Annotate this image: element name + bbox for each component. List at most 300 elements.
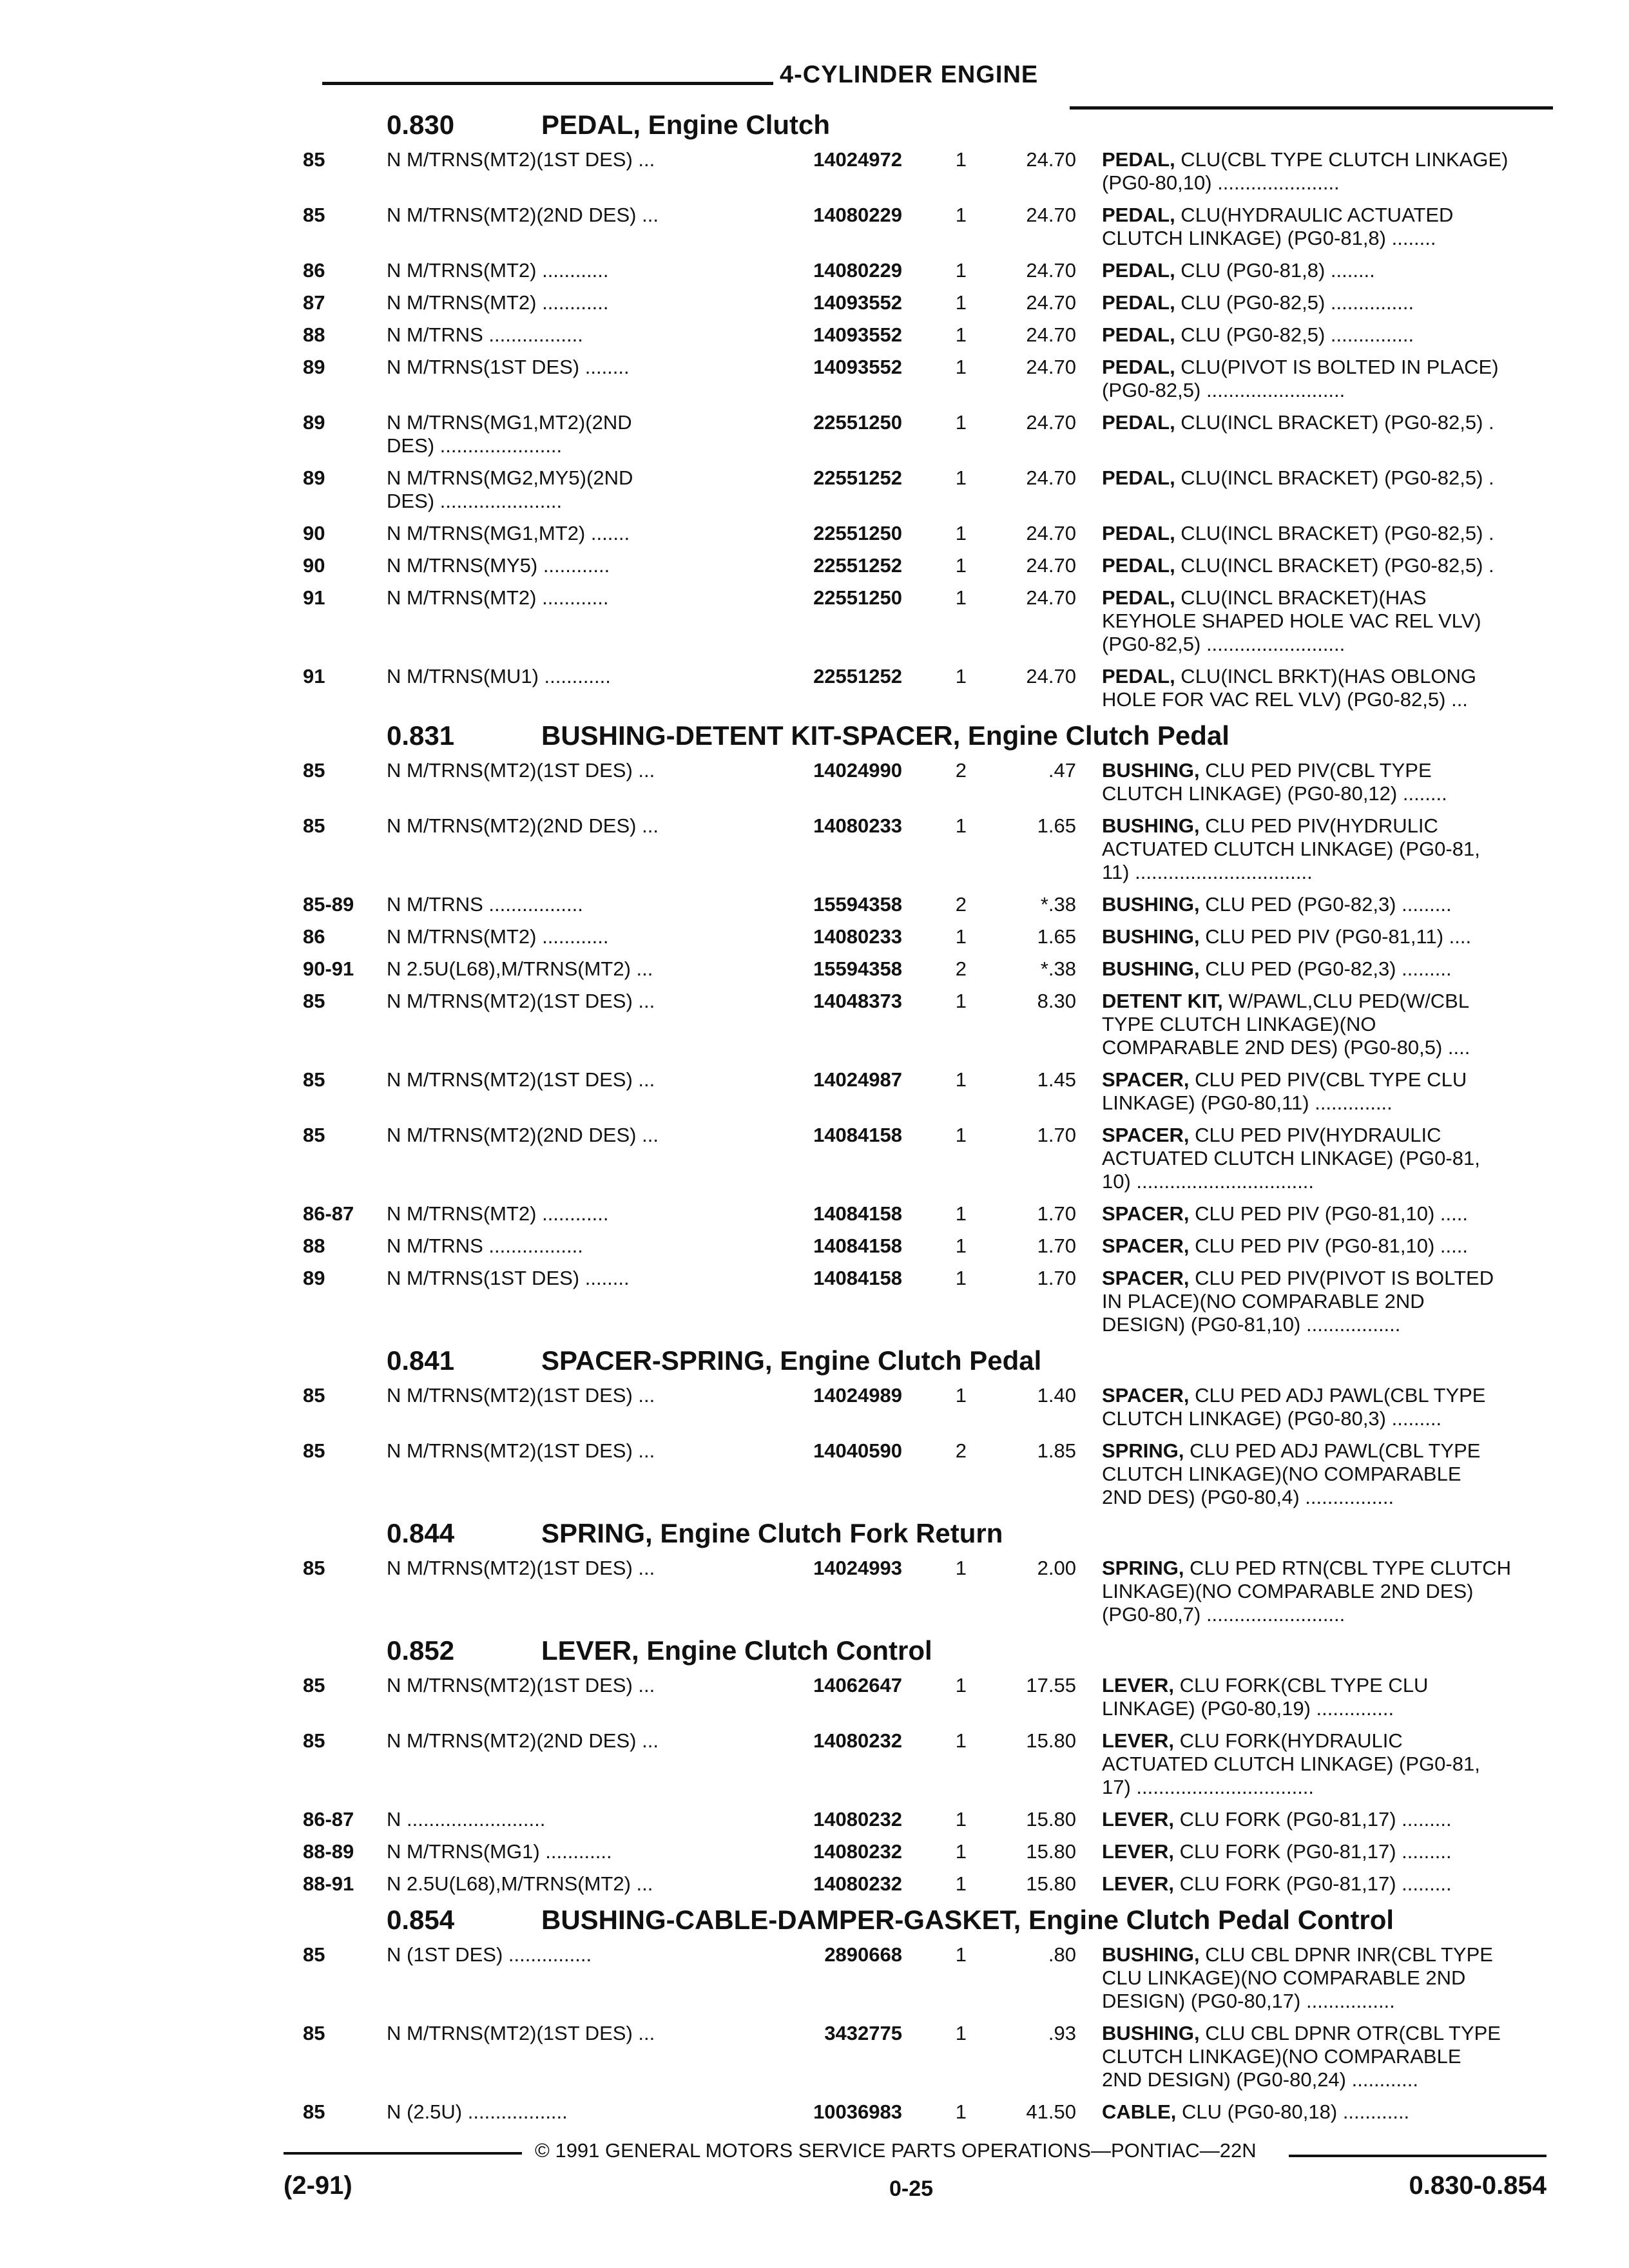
price: 1.45 [1037,1068,1076,1091]
section-number: 0.844 [387,1518,455,1548]
price: 24.70 [1026,522,1076,544]
catalog-section [303,1635,1547,1896]
application-desc: N M/TRNS(MT2)(1ST DES) ... [387,990,655,1012]
part-remarks [1076,1235,1547,1258]
part-row [303,1202,1547,1225]
model-years: 85 [303,1068,325,1091]
part-detail: CLU PED PIV(PIVOT IS BOLTED IN PLACE)(NO COMPARABLE 2ND DESIGN) (PG0-81,10) ................. [1102,1267,1494,1336]
quantity: 1 [955,586,967,609]
part-number: 14062647 [813,1674,902,1696]
part-number: 14024993 [813,1557,902,1579]
part-detail: CLU(CBL TYPE CLUTCH LINKAGE) (PG0-80,10) ...................... [1102,148,1509,194]
model-years: 90 [303,554,325,577]
part-number: 14084158 [813,1235,902,1257]
model-years: 88-89 [303,1840,354,1863]
price: *.38 [1040,893,1076,916]
part-remarks [1076,665,1547,711]
price: .93 [1048,2022,1076,2044]
part-remarks [1076,1943,1547,2013]
part-name: PEDAL, [1102,148,1175,171]
price: 24.70 [1026,259,1076,282]
part-number: 14080229 [813,259,902,282]
application-desc: N M/TRNS(MT2)(1ST DES) ... [387,1384,655,1407]
model-years: 86-87 [303,1202,354,1225]
price: 24.70 [1026,356,1076,378]
quantity: 1 [955,1267,967,1289]
part-name: LEVER, [1102,1729,1174,1752]
quantity: 1 [955,2100,967,2123]
model-years: 86 [303,925,325,948]
model-years: 90 [303,522,325,544]
part-detail: CLU FORK(HYDRAULIC ACTUATED CLUTCH LINKAGE) (PG0-81, 17) ................................ [1102,1729,1480,1798]
part-remarks [1076,1557,1547,1626]
part-name: LEVER, [1102,1808,1174,1831]
price: 1.70 [1037,1124,1076,1146]
part-remarks [1076,957,1547,981]
application-desc: N ......................... [387,1808,546,1831]
catalog-section [303,720,1547,1336]
application-desc: N M/TRNS(MT2) ............ [387,1202,609,1225]
price: 24.70 [1026,411,1076,434]
part-row [303,259,1547,282]
page-header [322,61,1553,113]
part-remarks [1076,814,1547,884]
part-row [303,759,1547,805]
price: 24.70 [1026,204,1076,226]
part-number: 22551250 [813,586,902,609]
part-remarks [1076,990,1547,1059]
catalog-section [303,110,1547,711]
part-row [303,522,1547,545]
part-name: LEVER, [1102,1840,1174,1863]
application-desc: N M/TRNS(MT2)(1ST DES) ... [387,1439,655,1462]
part-row [303,665,1547,711]
part-name: CABLE, [1102,2100,1177,2123]
part-remarks [1076,522,1547,545]
quantity: 1 [955,1235,967,1257]
section-heading [303,110,1547,148]
part-row [303,466,1547,513]
application-desc: N 2.5U(L68),M/TRNS(MT2) ... [387,1872,653,1895]
part-number: 14040590 [813,1439,902,1462]
part-name: BUSHING, [1102,957,1200,980]
part-number: 3432775 [824,2022,902,2044]
part-detail: CLU PED PIV(HYDRAULIC ACTUATED CLUTCH LINKAGE) (PG0-81, 10) ................................ [1102,1124,1480,1193]
price: 2.00 [1037,1557,1076,1579]
quantity: 1 [955,1729,967,1752]
part-remarks [1076,291,1547,314]
application-desc: N M/TRNS ................. [387,1235,583,1257]
quantity: 1 [955,925,967,948]
part-remarks [1076,2022,1547,2091]
part-detail: CLU PED ADJ PAWL(CBL TYPE CLUTCH LINKAGE) (PG0-80,3) ......... [1102,1384,1486,1430]
part-remarks [1076,1202,1547,1225]
part-name: BUSHING, [1102,814,1200,837]
quantity: 1 [955,522,967,544]
part-row [303,1124,1547,1193]
application-desc: N (1ST DES) ............... [387,1943,592,1966]
part-number: 14048373 [813,990,902,1012]
part-name: SPRING, [1102,1557,1184,1579]
part-remarks [1076,1674,1547,1720]
application-desc: N M/TRNS(MG1) ............ [387,1840,612,1863]
part-detail: CLU(INCL BRKT)(HAS OBLONG HOLE FOR VAC REL VLV) (PG0-82,5) ... [1102,665,1477,711]
part-remarks [1076,1729,1547,1799]
part-detail: CLU FORK (PG0-81,17) ......... [1173,1872,1452,1895]
part-name: SPACER, [1102,1202,1190,1225]
quantity: 1 [955,291,967,314]
model-years: 90-91 [303,957,354,980]
part-name: SPACER, [1102,1124,1190,1146]
part-detail: W/PAWL,CLU PED(W/CBL TYPE CLUTCH LINKAGE)(NO COMPARABLE 2ND DES) (PG0-80,5) .... [1102,990,1470,1059]
section-heading [303,1635,1547,1674]
price: 24.70 [1026,291,1076,314]
part-remarks [1076,1124,1547,1193]
model-years: 88-91 [303,1872,354,1895]
quantity: 1 [955,148,967,171]
part-detail: CLU PED PIV (PG0-81,10) ..... [1189,1202,1468,1225]
part-number: 2890668 [824,1943,902,1966]
section-number: 0.852 [387,1635,455,1666]
section-number: 0.831 [387,720,455,751]
price: 24.70 [1026,586,1076,609]
part-number: 14084158 [813,1202,902,1225]
quantity: 1 [955,665,967,687]
part-row [303,1840,1547,1863]
part-row [303,291,1547,314]
part-detail: CLU(INCL BRACKET) (PG0-82,5) . [1175,554,1494,577]
part-detail: CLU (PG0-81,8) ........ [1175,259,1375,282]
part-number: 14084158 [813,1267,902,1289]
part-row [303,356,1547,402]
part-row [303,554,1547,577]
part-row [303,1872,1547,1896]
part-row [303,411,1547,457]
part-row [303,1943,1547,2013]
price: 24.70 [1026,466,1076,489]
application-desc: N M/TRNS(MT2) ............ [387,291,609,314]
part-name: PEDAL, [1102,204,1175,226]
part-name: PEDAL, [1102,665,1175,687]
price: 24.70 [1026,554,1076,577]
footer-rule-right [1289,2155,1547,2157]
part-name: LEVER, [1102,1674,1174,1696]
part-number: 14024989 [813,1384,902,1407]
part-row [303,1068,1547,1115]
section-heading [303,1345,1547,1384]
quantity: 1 [955,204,967,226]
application-desc: N M/TRNS(MT2) ............ [387,925,609,948]
part-remarks [1076,759,1547,805]
part-row [303,1674,1547,1720]
part-row [303,323,1547,347]
model-years: 86 [303,259,325,282]
model-years: 91 [303,665,325,687]
page-footer [284,2133,1547,2229]
model-years: 85 [303,2100,325,2123]
part-number: 22551252 [813,554,902,577]
page-title: 4-CYLINDER ENGINE [780,61,1039,88]
part-remarks [1076,893,1547,916]
part-detail: CLU FORK(CBL TYPE CLU LINKAGE) (PG0-80,19) .............. [1102,1674,1429,1720]
part-number: 14080233 [813,925,902,948]
part-name: BUSHING, [1102,2022,1200,2044]
part-row [303,1384,1547,1430]
part-name: BUSHING, [1102,1943,1200,1966]
quantity: 1 [955,990,967,1012]
application-desc: N M/TRNS(MT2)(2ND DES) ... [387,1124,659,1146]
model-years: 89 [303,356,325,378]
part-detail: CLU FORK (PG0-81,17) ......... [1173,1808,1452,1831]
part-detail: CLU PED PIV(HYDRULIC ACTUATED CLUTCH LINKAGE) (PG0-81, 11) ................................ [1102,814,1480,883]
model-years: 89 [303,411,325,434]
price: 15.80 [1026,1729,1076,1752]
part-name: SPACER, [1102,1384,1190,1407]
section-number: 0.830 [387,110,455,140]
quantity: 1 [955,1808,967,1831]
part-row [303,1557,1547,1626]
part-remarks [1076,1384,1547,1430]
price: 1.65 [1037,814,1076,837]
model-years: 85 [303,204,325,226]
section-title: SPRING, Engine Clutch Fork Return [541,1518,1003,1548]
model-years: 85-89 [303,893,354,916]
revision-date: (2-91) [284,2171,352,2200]
part-name: DETENT KIT, [1102,990,1223,1012]
part-number: 14080232 [813,1729,902,1752]
part-name: BUSHING, [1102,893,1200,916]
part-number: 14024987 [813,1068,902,1091]
part-row [303,893,1547,916]
application-desc: N M/TRNS(MT2) ............ [387,586,609,609]
application-desc: N M/TRNS ................. [387,893,583,916]
part-row [303,148,1547,195]
part-detail: CLU CBL DPNR INR(CBL TYPE CLU LINKAGE)(NO COMPARABLE 2ND DESIGN) (PG0-80,17) ................ [1102,1943,1493,2012]
section-title: LEVER, Engine Clutch Control [541,1635,932,1666]
part-number: 22551252 [813,665,902,687]
part-detail: CLU PED (PG0-82,3) ......... [1199,957,1452,980]
quantity: 1 [955,1840,967,1863]
model-years: 89 [303,466,325,489]
part-remarks [1076,1068,1547,1115]
application-desc: N M/TRNS(MG1,MT2) ....... [387,522,630,544]
part-name: PEDAL, [1102,554,1175,577]
header-rule-left [322,82,773,85]
part-detail: CLU PED PIV(CBL TYPE CLUTCH LINKAGE) (PG0-80,12) ........ [1102,759,1447,805]
section-number: 0.841 [387,1345,455,1376]
footer-rule-left [284,2152,522,2155]
quantity: 1 [955,1674,967,1696]
quantity: 1 [955,1943,967,1966]
catalog-section [303,1345,1547,1509]
application-desc: N M/TRNS ................. [387,323,583,346]
section-heading [303,1905,1547,1943]
price: 24.70 [1026,323,1076,346]
part-remarks [1076,411,1547,434]
part-number: 14093552 [813,356,902,378]
part-number: 15594358 [813,893,902,916]
application-desc: N M/TRNS(MT2)(2ND DES) ... [387,814,659,837]
part-number: 14080232 [813,1808,902,1831]
part-name: PEDAL, [1102,291,1175,314]
part-detail: CLU PED PIV (PG0-81,11) .... [1199,925,1472,948]
quantity: 1 [955,356,967,378]
model-years: 88 [303,1235,325,1257]
part-number: 14080229 [813,204,902,226]
part-remarks [1076,323,1547,347]
part-number: 22551252 [813,466,902,489]
part-detail: CLU PED PIV(CBL TYPE CLU LINKAGE) (PG0-80,11) .............. [1102,1068,1467,1114]
price: *.38 [1040,957,1076,980]
part-number: 22551250 [813,411,902,434]
application-desc: N M/TRNS(MG2,MY5)(2ND DES) ...................... [387,466,633,512]
part-detail: CLU PED ADJ PAWL(CBL TYPE CLUTCH LINKAGE)(NO COMPARABLE 2ND DES) (PG0-80,4) ................ [1102,1439,1481,1508]
part-detail: CLU(INCL BRACKET) (PG0-82,5) . [1175,411,1494,434]
quantity: 1 [955,466,967,489]
quantity: 1 [955,1384,967,1407]
part-number: 14093552 [813,323,902,346]
part-remarks [1076,1840,1547,1863]
part-detail: CLU(INCL BRACKET) (PG0-82,5) . [1175,522,1494,544]
application-desc: N M/TRNS(MT2)(1ST DES) ... [387,1674,655,1696]
part-row [303,2022,1547,2091]
model-years: 85 [303,1729,325,1752]
part-remarks [1076,554,1547,577]
part-name: PEDAL, [1102,522,1175,544]
copyright-notice: © 1991 GENERAL MOTORS SERVICE PARTS OPERATIONS—PONTIAC—22N [535,2139,1257,2162]
price: 8.30 [1037,990,1076,1012]
section-heading [303,720,1547,759]
application-desc: N M/TRNS(MU1) ............ [387,665,611,687]
part-name: SPACER, [1102,1235,1190,1257]
part-remarks [1076,259,1547,282]
part-name: BUSHING, [1102,925,1200,948]
part-remarks [1076,356,1547,402]
part-row [303,2100,1547,2124]
part-name: PEDAL, [1102,259,1175,282]
part-number: 14093552 [813,291,902,314]
part-name: PEDAL, [1102,323,1175,346]
application-desc: N M/TRNS(MT2)(2ND DES) ... [387,204,659,226]
quantity: 1 [955,1068,967,1091]
part-remarks [1076,204,1547,250]
model-years: 85 [303,1384,325,1407]
part-number: 14024972 [813,148,902,171]
part-detail: CLU (PG0-80,18) ............ [1176,2100,1410,2123]
price: 24.70 [1026,665,1076,687]
application-desc: N M/TRNS(MT2)(1ST DES) ... [387,1068,655,1091]
part-remarks [1076,1267,1547,1336]
part-row [303,1235,1547,1258]
section-title: BUSHING-CABLE-DAMPER-GASKET, Engine Clutch Pedal Control [541,1905,1394,1935]
quantity: 2 [955,1439,967,1462]
part-detail: CLU PED RTN(CBL TYPE CLUTCH LINKAGE)(NO COMPARABLE 2ND DES) (PG0-80,7) ......................... [1102,1557,1512,1626]
model-years: 85 [303,814,325,837]
quantity: 1 [955,1872,967,1895]
application-desc: N M/TRNS(MT2)(1ST DES) ... [387,1557,655,1579]
part-number: 14080232 [813,1872,902,1895]
model-years: 85 [303,1943,325,1966]
part-remarks [1076,1439,1547,1509]
application-desc: N M/TRNS(MT2)(2ND DES) ... [387,1729,659,1752]
part-name: PEDAL, [1102,586,1175,609]
part-number: 22551250 [813,522,902,544]
part-detail: CLU(INCL BRACKET) (PG0-82,5) . [1175,466,1494,489]
quantity: 1 [955,1202,967,1225]
part-name: SPACER, [1102,1068,1190,1091]
section-title: SPACER-SPRING, Engine Clutch Pedal [541,1345,1042,1376]
part-row [303,1267,1547,1336]
price: 1.70 [1037,1235,1076,1257]
part-row [303,586,1547,656]
part-remarks [1076,148,1547,195]
part-name: LEVER, [1102,1872,1174,1895]
part-row [303,1729,1547,1799]
application-desc: N M/TRNS(1ST DES) ........ [387,1267,630,1289]
model-years: 85 [303,1124,325,1146]
section-title: BUSHING-DETENT KIT-SPACER, Engine Clutch Pedal [541,720,1229,751]
part-name: PEDAL, [1102,411,1175,434]
part-detail: CLU(HYDRAULIC ACTUATED CLUTCH LINKAGE) (PG0-81,8) ........ [1102,204,1454,249]
quantity: 2 [955,893,967,916]
part-detail: CLU FORK (PG0-81,17) ......... [1173,1840,1452,1863]
quantity: 1 [955,2022,967,2044]
section-number: 0.854 [387,1905,455,1935]
section-range: 0.830-0.854 [1409,2171,1547,2200]
model-years: 85 [303,990,325,1012]
model-years: 85 [303,1439,325,1462]
model-years: 87 [303,291,325,314]
application-desc: N M/TRNS(MT2)(1ST DES) ... [387,148,655,171]
part-detail: CLU (PG0-82,5) ............... [1175,323,1414,346]
quantity: 1 [955,814,967,837]
model-years: 85 [303,148,325,171]
part-remarks [1076,1872,1547,1896]
part-detail: CLU(INCL BRACKET)(HAS KEYHOLE SHAPED HOLE VAC REL VLV) (PG0-82,5) ......................... [1102,586,1481,655]
price: 1.65 [1037,925,1076,948]
part-remarks [1076,586,1547,656]
model-years: 88 [303,323,325,346]
part-row [303,957,1547,981]
application-desc: N M/TRNS(1ST DES) ........ [387,356,630,378]
part-remarks [1076,925,1547,948]
part-row [303,204,1547,250]
model-years: 85 [303,2022,325,2044]
part-number: 10036983 [813,2100,902,2123]
part-number: 14080233 [813,814,902,837]
price: 1.85 [1037,1439,1076,1462]
part-number: 14084158 [813,1124,902,1146]
quantity: 1 [955,1557,967,1579]
part-number: 14080232 [813,1840,902,1863]
part-remarks [1076,466,1547,490]
quantity: 2 [955,759,967,782]
part-row [303,925,1547,948]
section-heading [303,1518,1547,1557]
page-number: 0-25 [889,2177,934,2201]
model-years: 85 [303,759,325,782]
part-detail: CLU (PG0-82,5) ............... [1175,291,1414,314]
part-name: SPRING, [1102,1439,1184,1462]
part-name: SPACER, [1102,1267,1190,1289]
quantity: 1 [955,323,967,346]
application-desc: N M/TRNS(MG1,MT2)(2ND DES) ...................... [387,411,632,457]
application-desc: N M/TRNS(MT2)(1ST DES) ... [387,2022,655,2044]
model-years: 91 [303,586,325,609]
application-desc: N (2.5U) .................. [387,2100,568,2123]
part-row [303,1808,1547,1831]
quantity: 1 [955,259,967,282]
